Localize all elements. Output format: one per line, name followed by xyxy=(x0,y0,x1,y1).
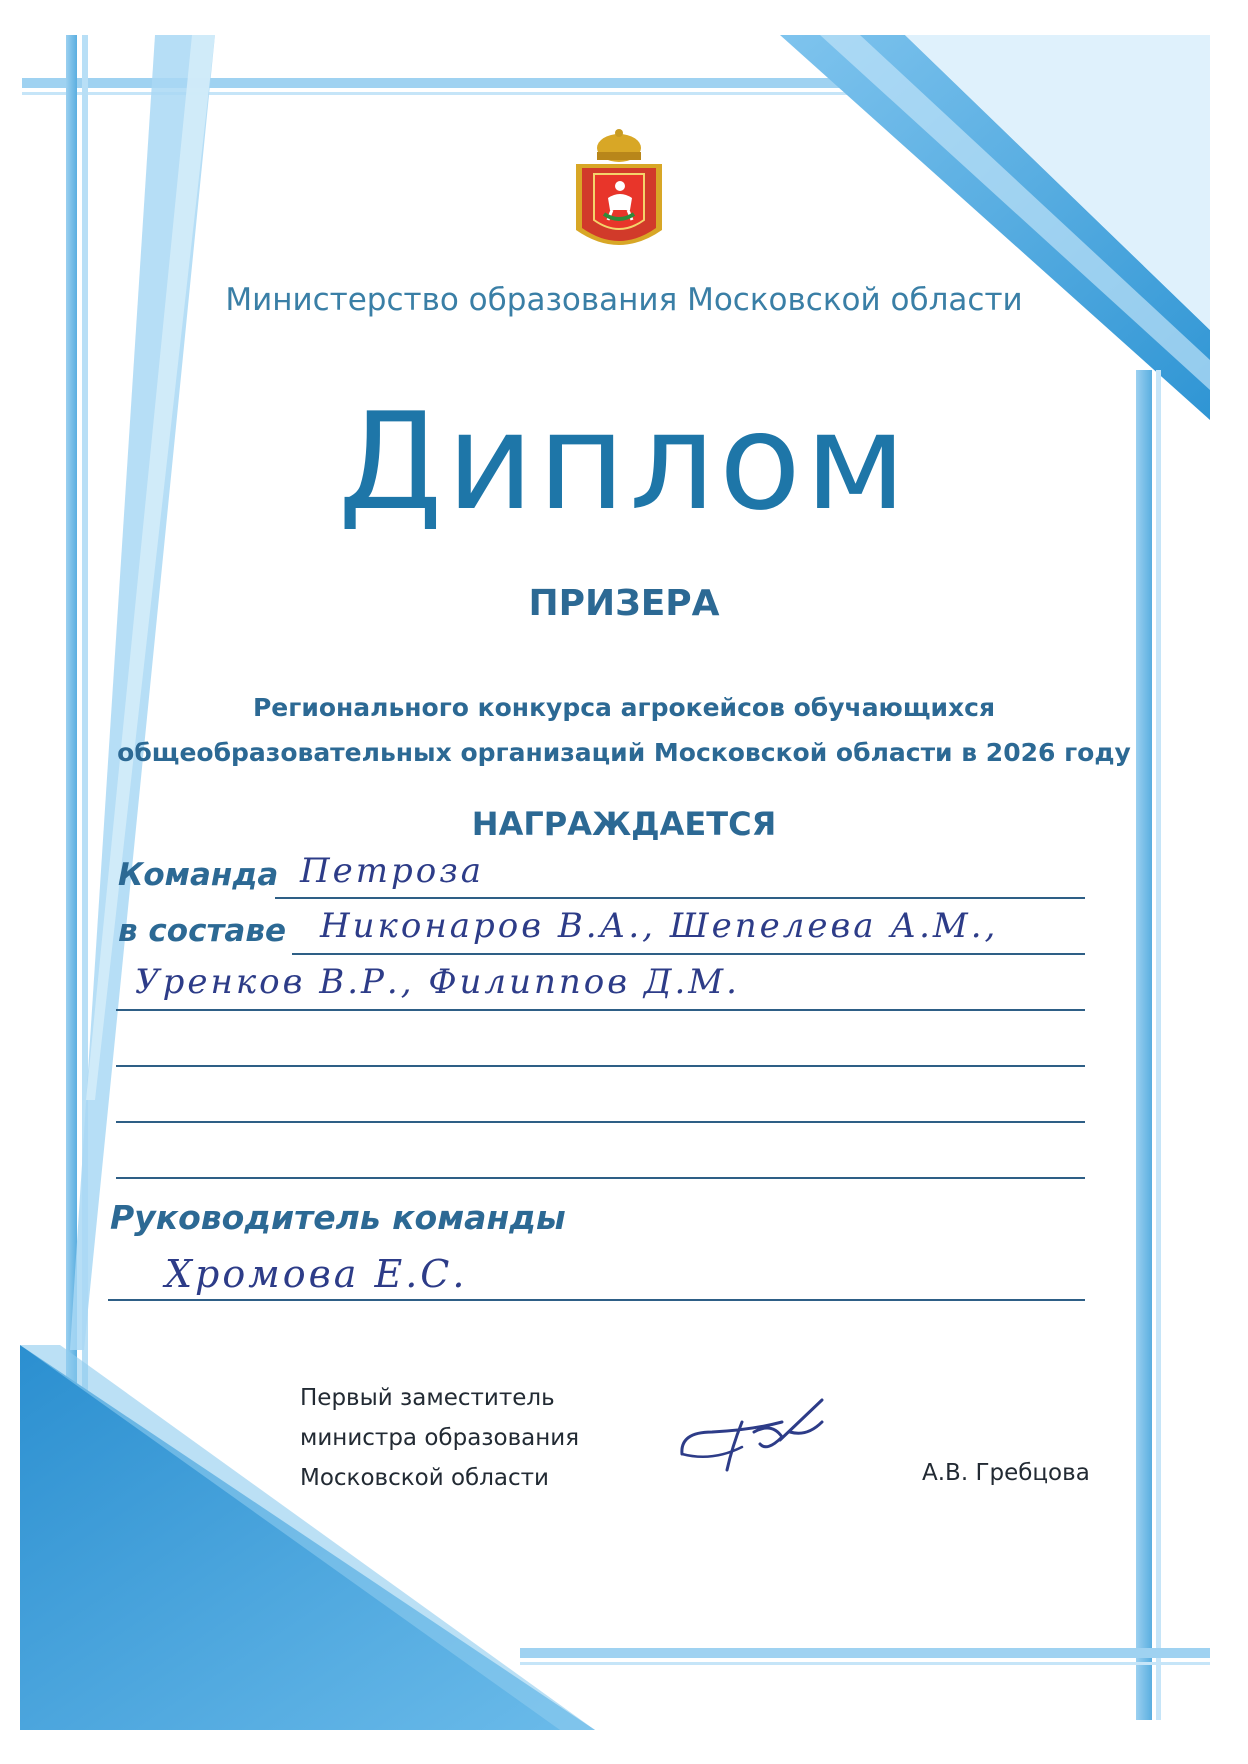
team-name-handwritten: Петроза xyxy=(300,851,485,891)
diploma-subtitle: ПРИЗЕРА xyxy=(528,583,720,624)
ministry-heading: Министерство образования Московской области xyxy=(225,282,1023,318)
signatory-position xyxy=(300,1378,579,1498)
contest-line-2: общеобразовательных организаций Московской области в 2026 году xyxy=(117,738,1131,767)
members-handwritten-line-1: Никонаров В.А., Шепелева А.М., xyxy=(320,906,999,946)
frame-right-stripe xyxy=(1136,370,1152,1720)
awarded-heading: НАГРАЖДАЕТСЯ xyxy=(471,805,777,843)
frame-top-stripe xyxy=(22,78,852,88)
signatory-name: А.В. Гребцова xyxy=(922,1460,1090,1486)
moscow-oblast-coat-of-arms-icon xyxy=(568,128,670,260)
members-handwritten-line-2: Уренков В.Р., Филиппов Д.М. xyxy=(135,962,740,1002)
leader-label: Руководитель команды xyxy=(110,1198,566,1237)
diploma-title: Диплом xyxy=(337,384,911,540)
frame-bottom-stripe xyxy=(520,1648,1210,1658)
contest-line-1: Регионального конкурса агрокейсов обучающихся xyxy=(252,693,996,722)
members-label: в составе xyxy=(118,913,286,949)
team-label: Команда xyxy=(118,857,279,893)
leader-name-handwritten: Хромова Е.С. xyxy=(165,1252,468,1296)
contest-description xyxy=(0,685,1248,775)
signatory-position-line-3: Московской области xyxy=(300,1465,549,1491)
signatory-position-line-1: Первый заместитель xyxy=(300,1385,555,1411)
signatory-position-line-2: министра образования xyxy=(300,1425,580,1451)
handwritten-signature xyxy=(672,1392,842,1482)
